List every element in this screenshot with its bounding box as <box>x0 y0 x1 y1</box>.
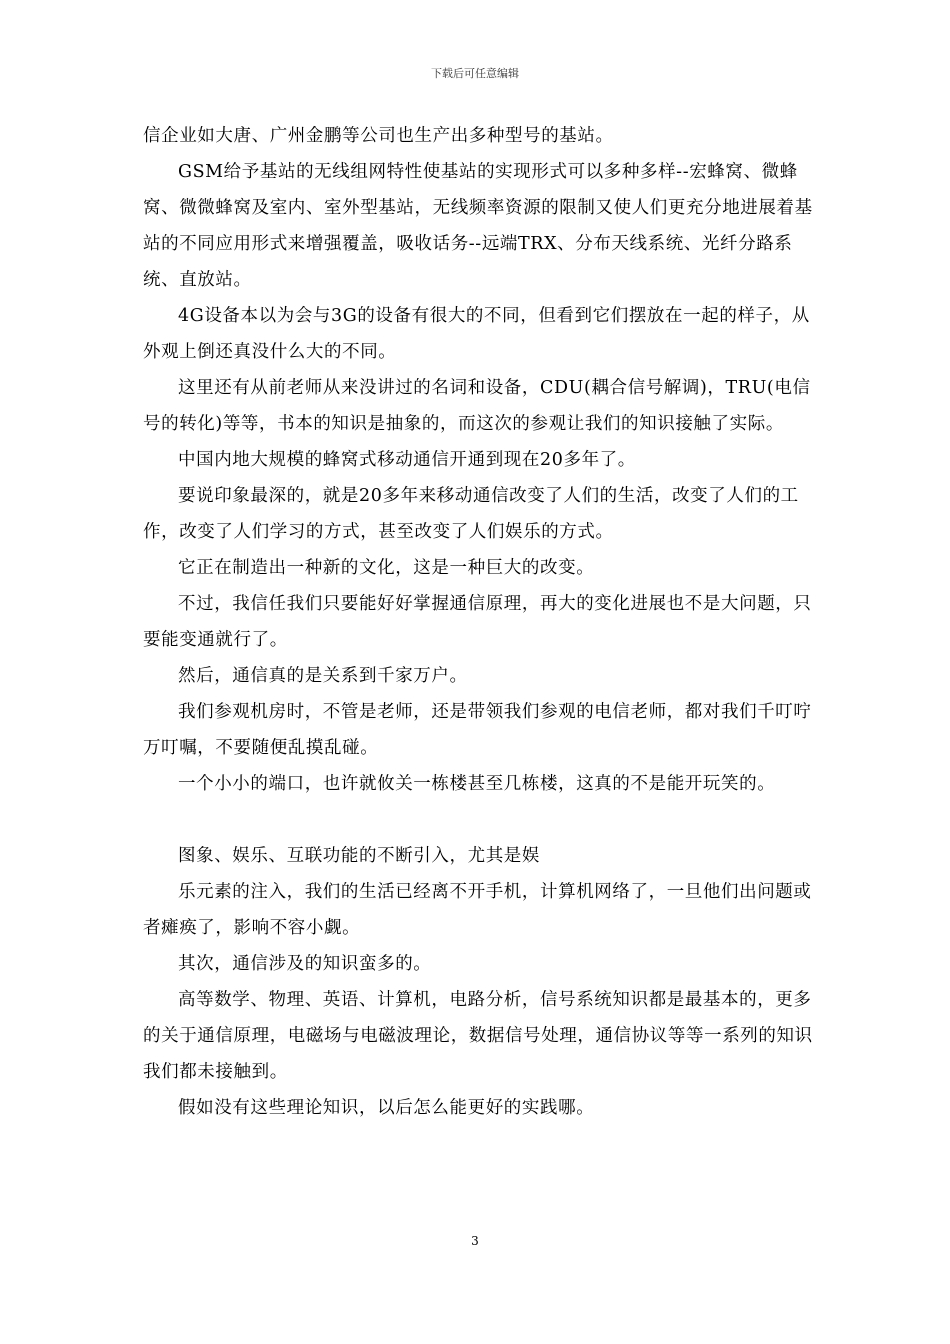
paragraph: GSM给予基站的无线组网特性使基站的实现形式可以多种多样--宏蜂窝、微蜂窝、微微蜂窝及室内、室外型基站，无线频率资源的限制又使人们更充分地进展着基站的不同应用形式来增强覆盖，吸收话务--远端TRX、分布天线系统、光纤分路系统、直放站。 <box>143 162 813 290</box>
paragraph: 其次，通信涉及的知识蛮多的。 <box>178 954 432 974</box>
paragraph: 乐元素的注入，我们的生活已经离不开手机，计算机网络了，一旦他们出问题或者瘫痪了，影响不容小觑。 <box>143 882 812 938</box>
page-header: 下载后可任意编辑 <box>431 67 519 80</box>
paragraph: 一个小小的端口，也许就攸关一栋楼甚至几栋楼，这真的不是能开玩笑的。 <box>178 774 776 794</box>
page-number: 3 <box>471 1234 479 1248</box>
document-body <box>143 118 817 1126</box>
paragraph: 不过，我信任我们只要能好好掌握通信原理，再大的变化进展也不是大问题，只要能变通就行了。 <box>143 594 812 650</box>
paragraph: 假如没有这些理论知识，以后怎么能更好的实践哪。 <box>178 1098 595 1118</box>
paragraph: 高等数学、物理、英语、计算机，电路分析，信号系统知识都是最基本的，更多的关于通信原理，电磁场与电磁波理论，数据信号处理，通信协议等等一系列的知识我们都未接触到。 <box>143 990 813 1082</box>
paragraph: 我们参观机房时，不管是老师，还是带领我们参观的电信老师，都对我们千叮咛万叮嘱，不要随便乱摸乱碰。 <box>143 702 812 758</box>
paragraph: 4G设备本以为会与3G的设备有很大的不同，但看到它们摆放在一起的样子，从外观上倒还真没什么大的不同。 <box>143 306 810 362</box>
paragraph: 然后，通信真的是关系到千家万户。 <box>178 666 468 686</box>
paragraph: 这里还有从前老师从来没讲过的名词和设备，CDU(耦合信号解调)，TRU(电信号的转化)等等，书本的知识是抽象的，而这次的参观让我们的知识接触了实际。 <box>143 378 811 434</box>
paragraph: 要说印象最深的，就是20多年来移动通信改变了人们的生活，改变了人们的工作，改变了人们学习的方式，甚至改变了人们娱乐的方式。 <box>143 486 799 542</box>
paragraph: 它正在制造出一种新的文化，这是一种巨大的改变。 <box>178 558 595 578</box>
paragraph: 中国内地大规模的蜂窝式移动通信开通到现在20多年了。 <box>178 450 636 470</box>
paragraph: 图象、娱乐、互联功能的不断引入，尤其是娱 <box>178 846 540 866</box>
paragraph: 信企业如大唐、广州金鹏等公司也生产出多种型号的基站。 <box>143 126 614 146</box>
